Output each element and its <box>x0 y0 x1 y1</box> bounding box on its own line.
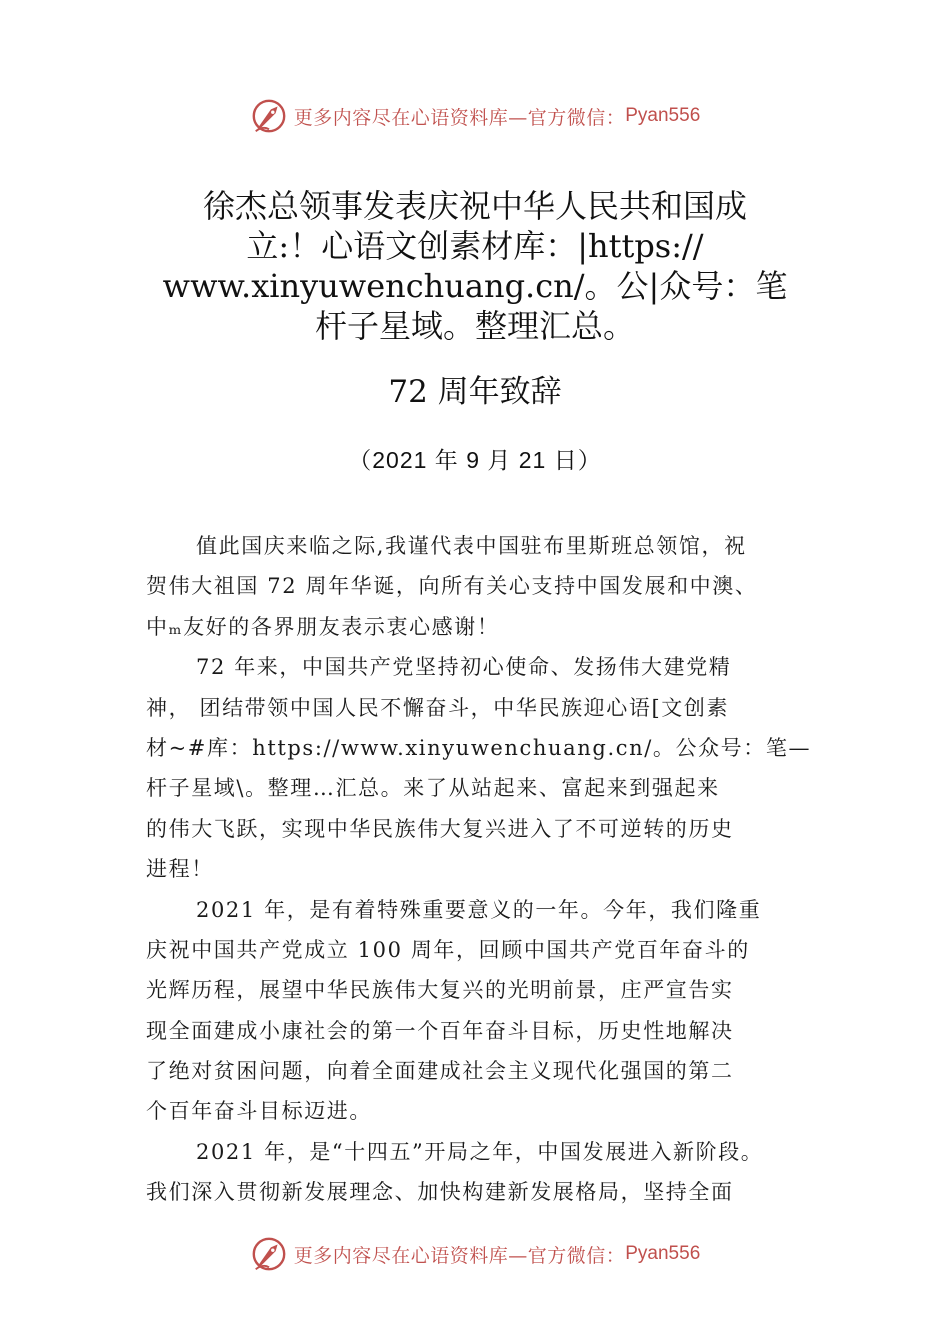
body-line: 杆子星域\。整理…汇总。来了从站起来、富起来到强起来 <box>146 776 720 801</box>
title-line: 徐杰总领事发表庆祝中华人民共和国成 <box>202 187 747 225</box>
body-line: 了绝对贫困问题，向着全面建成社会主义现代化强国的第二 <box>146 1059 734 1084</box>
title-line: 立:！心语文创素材库：|https:// <box>246 227 704 265</box>
body-line: 72 年来，中国共产党坚持初心使命、发扬伟大建党精 <box>196 655 732 680</box>
document-subtitle: 72 周年致辞 <box>388 374 562 410</box>
footer-banner <box>0 1232 950 1276</box>
body-line: 2021 年，是“十四五”开局之年，中国发展进入新阶段。 <box>196 1139 764 1164</box>
body-line: 进程！ <box>146 857 214 882</box>
header-banner <box>0 94 950 138</box>
banner-text: 更多内容尽在心语资料库—官方微信： <box>293 106 626 129</box>
pen-nib-logo-icon <box>250 97 288 135</box>
document-body <box>146 526 814 1213</box>
document-date: （2021 年 9 月 21 日） <box>348 447 602 473</box>
body-line: 现全面建成小康社会的第一个百年奋斗目标，历史性地解决 <box>146 1018 734 1043</box>
body-line: 2021 年，是有着特殊重要意义的一年。今年，我们隆重 <box>196 897 762 922</box>
title-line: www.xinyuwenchuang.cn/。公|众号：笔 <box>162 267 788 305</box>
body-line: 神， 团结带领中国人民不懈奋斗，中华民族迎心语[文创素 <box>146 695 730 720</box>
pen-nib-logo-icon <box>250 1235 288 1273</box>
body-line: 我们深入贯彻新发展理念、加快构建新发展格局，坚持全面 <box>146 1180 734 1205</box>
body-line: 的伟大飞跃，实现中华民族伟大复兴进入了不可逆转的历史 <box>146 816 734 841</box>
body-line: 材~#库：https://www.xinyuwenchuang.cn/。公众号：笔— <box>146 735 812 760</box>
body-line: 值此国庆来临之际,我谨代表中国驻布里斯班总领馆，祝 <box>196 534 747 558</box>
body-line: 中ₘ友好的各界朋友表示衷心感谢！ <box>146 614 500 639</box>
body-line: 光辉历程，展望中华民族伟大复兴的光明前景，庄严宣告实 <box>146 978 734 1003</box>
body-line: 个百年奋斗目标迈进。 <box>146 1099 372 1124</box>
banner-wechat-id: Pyan556 <box>625 1243 701 1264</box>
title-line: 杆子星域。整理汇总。 <box>314 307 635 345</box>
body-line: 贺伟大祖国 72 周年华诞，向所有关心支持中国发展和中澳、 <box>146 574 758 599</box>
body-line: 庆祝中国共产党成立 100 周年，回顾中国共产党百年奋斗的 <box>146 937 750 962</box>
banner-text: 更多内容尽在心语资料库—官方微信： <box>293 1244 626 1267</box>
document-title <box>140 186 810 346</box>
banner-wechat-id: Pyan556 <box>625 105 701 126</box>
